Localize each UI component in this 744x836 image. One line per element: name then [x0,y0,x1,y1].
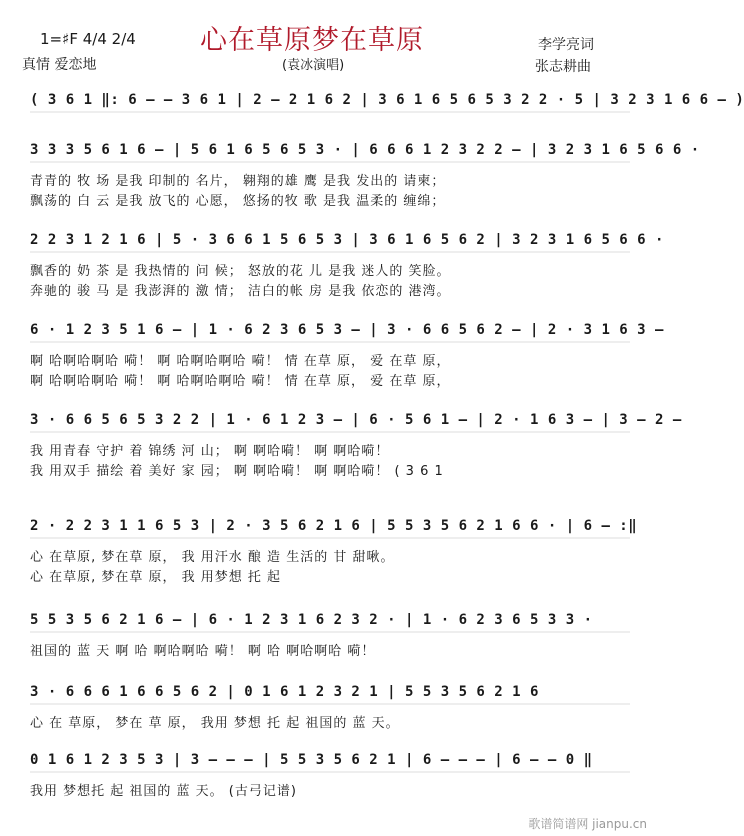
song-title: 心在草原梦在草原 [200,25,424,56]
notation-row: ( 3 6 1 ‖: 6 – – 3 6 1 | 2 – 2 1 6 2 | 3 6 1 6 5 6 5 3 2 2 · 5 | 3 2 3 1 6 6 – ) [30,92,744,108]
tempo-mood: 真情 爱恋地 [22,57,97,73]
lyric-line: 我 用青春 守护 着 锦绣 河 山； 啊 啊哈嗬！ 啊 啊哈嗬！ [30,444,390,459]
lyric-line: 啊 哈啊哈啊哈 嗬！ 啊 哈啊哈啊哈 嗬！ 情 在草 原， 爱 在草 原， [30,374,451,389]
lyric-line: 奔驰的 骏 马 是 我澎湃的 激 情； 洁白的帐 房 是我 依恋的 港湾。 [30,284,451,299]
lyric-line: 飘香的 奶 茶 是 我热情的 问 候； 怒放的花 儿 是我 迷人的 笑脸。 [30,264,451,279]
lyric-line: 我 用双手 描绘 着 美好 家 园； 啊 啊哈嗬！ 啊 啊哈嗬！ ( 3 6 1 [30,464,444,479]
lyric-line: 飘荡的 白 云 是我 放飞的 心愿， 悠扬的牧 歌 是我 温柔的 缠绵； [30,194,446,209]
composer-credit: 张志耕曲 [535,59,591,75]
notation-row: 0 1 6 1 2 3 5 3 | 3 – – – | 5 5 3 5 6 2 1 | 6 – – – | 6 – – 0 ‖ [30,752,593,768]
lyric-line: 心 在 草原， 梦在 草 原， 我用 梦想 托 起 祖国的 蓝 天。 [30,716,400,731]
notation-row: 6 · 1 2 3 5 1 6 – | 1 · 6 2 3 6 5 3 – | 3 · 6 6 5 6 2 – | 2 · 3 1 6 3 – [30,322,664,338]
notation-row: 2 · 2 2 3 1 1 6 5 3 | 2 · 3 5 6 2 1 6 | 5 5 3 5 6 2 1 6 6 · | 6 – :‖ [30,518,638,534]
notation-row: 3 · 6 6 6 1 6 6 5 6 2 | 0 1 6 1 2 3 2 1 | 5 5 3 5 6 2 1 6 [30,684,539,700]
lyricist-credit: 李学亮词 [538,37,594,53]
notation-row: 3 3 3 5 6 1 6 – | 5 6 1 6 5 6 5 3 · | 6 6 6 1 2 3 2 2 – | 3 2 3 1 6 5 6 6 · [30,142,700,158]
lyric-line: 祖国的 蓝 天 啊 哈 啊哈啊哈 嗬！ 啊 哈 啊哈啊哈 嗬！ [30,644,376,659]
notation-row: 2 2 3 1 2 1 6 | 5 · 3 6 6 1 5 6 5 3 | 3 6 1 6 5 6 2 | 3 2 3 1 6 5 6 6 · [30,232,664,248]
lyric-line: 啊 哈啊哈啊哈 嗬！ 啊 哈啊哈啊哈 嗬！ 情 在草 原， 爱 在草 原， [30,354,451,369]
notation-row: 5 5 3 5 6 2 1 6 – | 6 · 1 2 3 1 6 2 3 2 · | 1 · 6 2 3 6 5 3 3 · [30,612,593,628]
lyric-line: 我用 梦想托 起 祖国的 蓝 天。 (古弓记谱) [30,784,297,799]
key-signature: 1=♯F 4/4 2/4 [40,30,136,48]
watermark: 歌谱简谱网 jianpu.cn [528,817,647,831]
performer-credit: (袁冰演唱) [282,58,345,73]
lyric-line: 青青的 牧 场 是我 印制的 名片， 翱翔的雄 鹰 是我 发出的 请柬； [30,174,446,189]
lyric-line: 心 在草原, 梦在草 原， 我 用梦想 托 起 [30,570,282,585]
lyric-line: 心 在草原, 梦在草 原， 我 用汗水 酿 造 生活的 甘 甜啾。 [30,550,395,565]
notation-row: 3 · 6 6 5 6 5 3 2 2 | 1 · 6 1 2 3 – | 6 · 5 6 1 – | 2 · 1 6 3 – | 3 – 2 – [30,412,682,428]
